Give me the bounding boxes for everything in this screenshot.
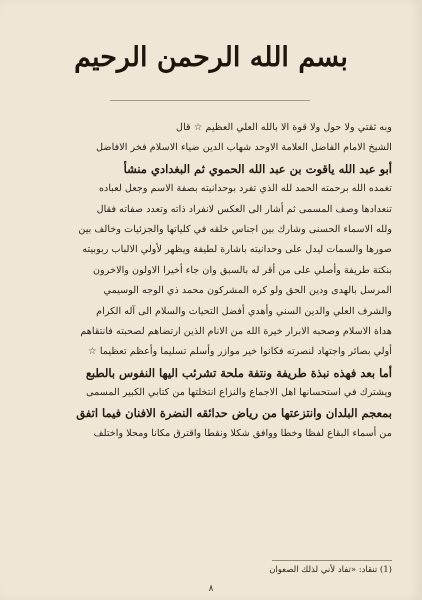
footnote-rule (272, 560, 392, 561)
text-line: تنعدادها وصف المسمى ثم أشار الى العكس لانفراد ذاته وتعدد صفاته فقال (96, 203, 392, 215)
text-line: ويشترك في استحسانها اهل الاجماع والنزاع انتخلتها من كتابي الكبير المسمى (86, 387, 392, 399)
text-line: بنكتة طريفة وأصلي على من أقر له بالسبق وان جاء أخيرا الاولون والاخرون (92, 264, 392, 276)
text-line: وبه ثقتي ولا حول ولا قوة الا بالله العلي العظيم ☆ قال (176, 122, 392, 133)
text-line: من أسماء البقاع لفظا وخطا ووافق شكلا ونقطا واقترق مكانا ومحلا واختلف (93, 427, 392, 439)
footnote: (1) تنقاد: «تفاد لأني لذلك الصعوان (269, 565, 392, 575)
page-number: ۸ (208, 584, 214, 594)
text-line: أولي بصائر واجتهاد لنصرته فكانوا خير موازر وأسلم تسليما وأعظم تعظيما ☆ (88, 346, 392, 358)
text-line: ولله الاسماء الحسنى وشارك بين اجناس خلقه في كلياتها والجزئيات وخالف بين (78, 223, 392, 235)
text-line: تغمده الله برحمته الحمد لله الذي تفرد بوحدانيته بصفة الاسم وجعل لعباده (98, 183, 392, 195)
text-line: أبو عبد الله ياقوت بن عبد الله الحموي ثم البغدادي منشأ (123, 161, 392, 176)
text-line: بمعجم البلدان وانتزعتها من رياض حدائقه النضرة الافنان فيما اتفق (76, 406, 392, 421)
text-line: هداة الاسلام وصحبه الابرار خيرة الله من الانام الذين ارتضاهم لصحبته فانتقاهم (80, 325, 392, 337)
basmala-heading: بسم الله الرحمن الرحيم (74, 42, 348, 73)
text-line: والشرف العلي والدين السني وأهدي أفضل التحيات والسلام الى آله الكرام (96, 305, 392, 317)
text-line: صورها والسمات ليدل على وحدانيته باشارة لطيفة ويظهر لأولي الالباب ربوبيته (82, 244, 392, 256)
text-line: الشيخ الامام الفاضل العلامة الاوحد شهاب الدين ضياء الاسلام فخر الافاضل (96, 142, 392, 154)
text-line: المرسل بالهدى ودين الحق ولو كره المشركون محمد ذي الوجه الوسيمي (103, 285, 392, 297)
heading-rule (110, 100, 310, 101)
text-line: أما بعد فهذه نبذة طريفة ونتفة ملحة تشرئب اليها النفوس بالطبع (85, 365, 392, 380)
page-body (36, 118, 392, 444)
